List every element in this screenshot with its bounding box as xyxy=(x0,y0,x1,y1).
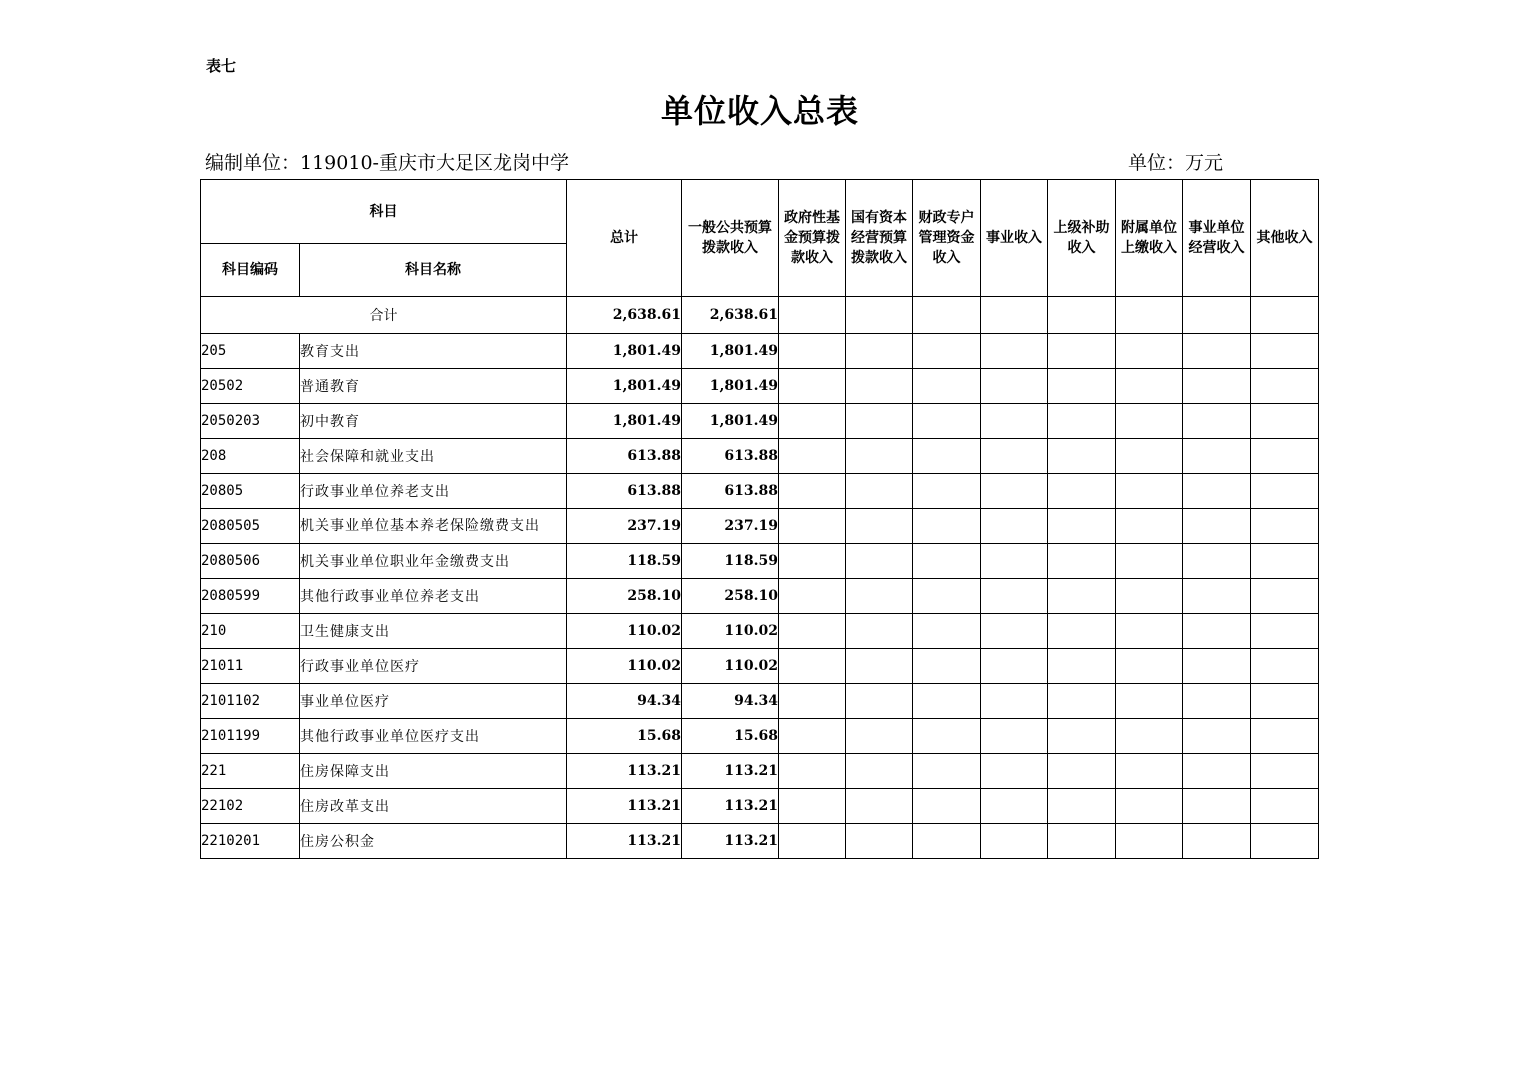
table-row xyxy=(201,789,1319,824)
income-summary-table xyxy=(200,179,1319,859)
table-row xyxy=(201,579,1319,614)
table-row xyxy=(201,404,1319,439)
table-row xyxy=(201,509,1319,544)
code-cell: 2080506 xyxy=(201,544,300,579)
page-title: 单位收入总表 xyxy=(660,92,859,130)
general-cell: 113.21 xyxy=(682,754,779,789)
total-cell: 613.88 xyxy=(567,439,682,474)
table-row xyxy=(201,684,1319,719)
header-general-budget: 一般公共预算拨款收入 xyxy=(682,180,779,297)
table-row xyxy=(201,719,1319,754)
general-cell: 1,801.49 xyxy=(682,404,779,439)
code-cell: 22102 xyxy=(201,789,300,824)
total-cell: 118.59 xyxy=(567,544,682,579)
total-cell: 258.10 xyxy=(567,579,682,614)
table-row xyxy=(201,474,1319,509)
code-cell: 2080505 xyxy=(201,509,300,544)
code-cell: 210 xyxy=(201,614,300,649)
header-affiliated-income: 附属单位上缴收入 xyxy=(1116,180,1183,297)
name-cell: 行政事业单位医疗 xyxy=(300,649,567,684)
header-total: 总计 xyxy=(567,180,682,297)
general-cell: 94.34 xyxy=(682,684,779,719)
header-special-account: 财政专户管理资金收入 xyxy=(913,180,981,297)
table-row xyxy=(201,544,1319,579)
header-subject: 科目 xyxy=(201,180,567,244)
general-cell: 113.21 xyxy=(682,824,779,859)
header-subject-name: 科目名称 xyxy=(300,244,567,297)
table-row-total xyxy=(201,297,1319,334)
total-cell: 94.34 xyxy=(567,684,682,719)
code-cell: 21011 xyxy=(201,649,300,684)
name-cell: 其他行政事业单位养老支出 xyxy=(300,579,567,614)
total-cell: 1,801.49 xyxy=(567,334,682,369)
general-cell: 113.21 xyxy=(682,789,779,824)
name-cell: 其他行政事业单位医疗支出 xyxy=(300,719,567,754)
total-cell: 1,801.49 xyxy=(567,404,682,439)
code-cell: 221 xyxy=(201,754,300,789)
table-row xyxy=(201,649,1319,684)
header-gov-fund: 政府性基金预算拨款收入 xyxy=(779,180,846,297)
general-cell: 110.02 xyxy=(682,649,779,684)
name-cell: 卫生健康支出 xyxy=(300,614,567,649)
general-cell: 258.10 xyxy=(682,579,779,614)
code-cell: 2080599 xyxy=(201,579,300,614)
table-row xyxy=(201,614,1319,649)
code-cell: 2050203 xyxy=(201,404,300,439)
name-cell: 行政事业单位养老支出 xyxy=(300,474,567,509)
compiling-unit: 编制单位：119010-重庆市大足区龙岗中学 xyxy=(205,152,569,174)
code-cell: 205 xyxy=(201,334,300,369)
total-label: 合计 xyxy=(201,297,567,334)
name-cell: 教育支出 xyxy=(300,334,567,369)
total-cell: 113.21 xyxy=(567,824,682,859)
header-state-capital: 国有资本经营预算拨款收入 xyxy=(846,180,913,297)
header-business-income: 事业收入 xyxy=(981,180,1048,297)
general-cell: 15.68 xyxy=(682,719,779,754)
total-cell: 113.21 xyxy=(567,789,682,824)
total-cell: 15.68 xyxy=(567,719,682,754)
name-cell: 住房公积金 xyxy=(300,824,567,859)
general-cell: 237.19 xyxy=(682,509,779,544)
total-cell: 613.88 xyxy=(567,474,682,509)
name-cell: 机关事业单位职业年金缴费支出 xyxy=(300,544,567,579)
header-operation-income: 事业单位经营收入 xyxy=(1183,180,1251,297)
table-number: 表七 xyxy=(206,57,237,75)
name-cell: 普通教育 xyxy=(300,369,567,404)
general-cell: 613.88 xyxy=(682,439,779,474)
code-cell: 2210201 xyxy=(201,824,300,859)
code-cell: 2101199 xyxy=(201,719,300,754)
total-cell: 1,801.49 xyxy=(567,369,682,404)
name-cell: 住房保障支出 xyxy=(300,754,567,789)
total-cell: 110.02 xyxy=(567,614,682,649)
general-cell: 1,801.49 xyxy=(682,369,779,404)
code-cell: 2101102 xyxy=(201,684,300,719)
general-cell: 1,801.49 xyxy=(682,334,779,369)
total-cell: 237.19 xyxy=(567,509,682,544)
general-cell: 2,638.61 xyxy=(682,297,779,334)
header-subject-code: 科目编码 xyxy=(201,244,300,297)
name-cell: 机关事业单位基本养老保险缴费支出 xyxy=(300,509,567,544)
name-cell: 事业单位医疗 xyxy=(300,684,567,719)
total-cell: 113.21 xyxy=(567,754,682,789)
name-cell: 社会保障和就业支出 xyxy=(300,439,567,474)
name-cell: 住房改革支出 xyxy=(300,789,567,824)
general-cell: 110.02 xyxy=(682,614,779,649)
table-row xyxy=(201,439,1319,474)
name-cell: 初中教育 xyxy=(300,404,567,439)
total-cell: 110.02 xyxy=(567,649,682,684)
header-other-income: 其他收入 xyxy=(1251,180,1319,297)
code-cell: 20502 xyxy=(201,369,300,404)
code-cell: 20805 xyxy=(201,474,300,509)
general-cell: 118.59 xyxy=(682,544,779,579)
header-superior-subsidy: 上级补助收入 xyxy=(1048,180,1116,297)
table-row xyxy=(201,334,1319,369)
currency-unit: 单位：万元 xyxy=(1128,152,1224,174)
total-cell: 2,638.61 xyxy=(567,297,682,334)
table-row xyxy=(201,824,1319,859)
code-cell: 208 xyxy=(201,439,300,474)
general-cell: 613.88 xyxy=(682,474,779,509)
table-row xyxy=(201,754,1319,789)
table-row xyxy=(201,369,1319,404)
